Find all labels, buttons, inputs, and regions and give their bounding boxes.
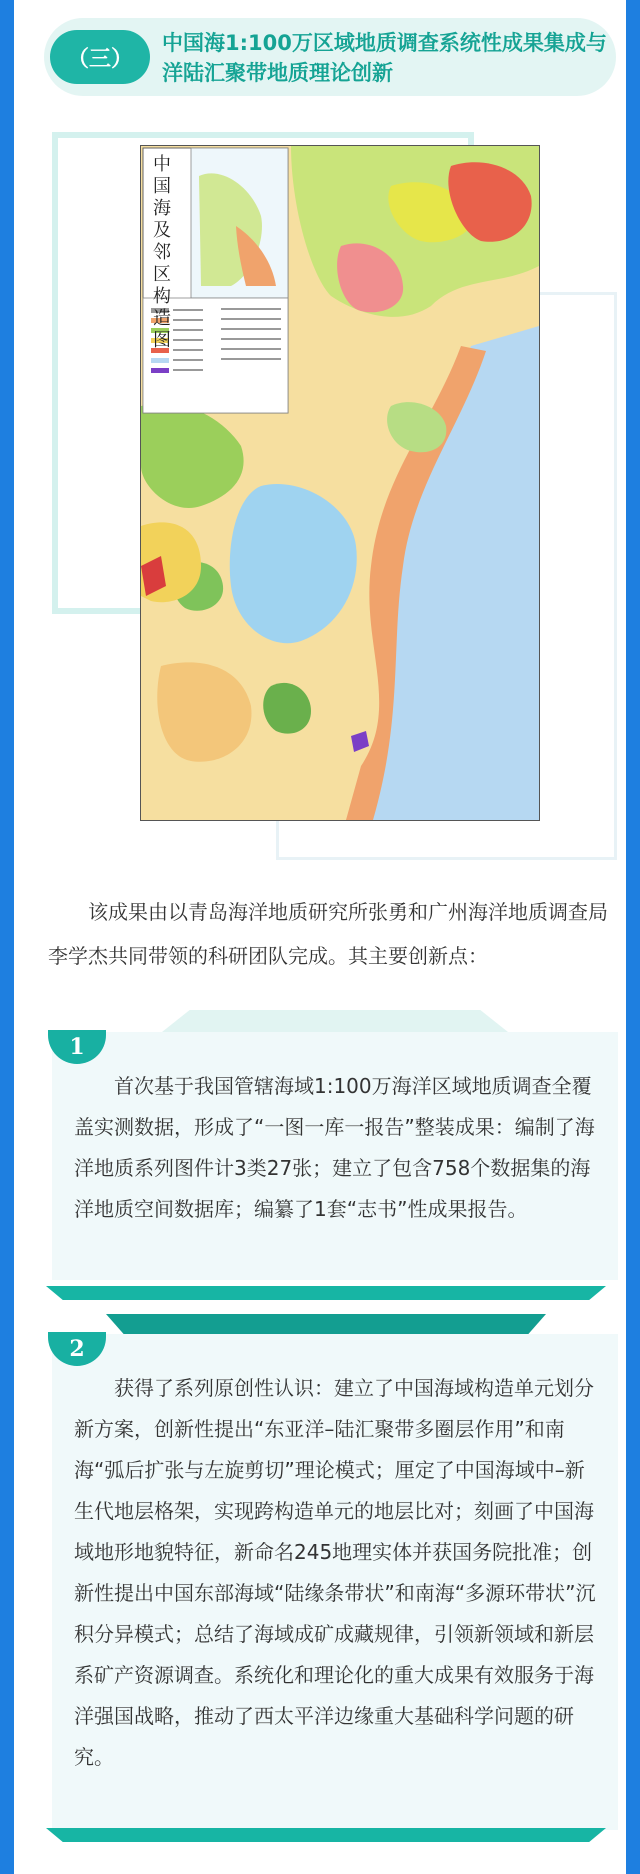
card-number-badge: 1 (48, 1030, 106, 1064)
card-text: 获得了系列原创性认识：建立了中国海域构造单元划分新方案，创新性提出“东亚洋–陆汇聚带多圈层作用”和南海“弧后扩张与左旋剪切”理论模式；厘定了中国海域中–新生代地层格架，实现跨构造单元的地层比对；刻画了中国海域地形地貌特征，新命名245地理实体并获国务院批准；创新性提出中国东部海域“陆缘条带状”和南海“多源环带状”沉积分异模式；总结了海域成矿成藏规律，引领新领域和新层系矿产资源调查。系统化和理论化的重大成果有效服务于海洋强国战略，推动了西太平洋边缘重大基础科学问题的研究。 (74, 1376, 596, 1769)
geologic-map-image (140, 145, 540, 821)
section-number-badge: （三） (50, 30, 150, 84)
section-header (44, 18, 616, 96)
card-divider-band (106, 1314, 546, 1334)
card-divider-band (46, 1828, 606, 1842)
innovation-card-1 (52, 1032, 618, 1280)
card-divider-band (46, 1286, 606, 1300)
section-title: 中国海1:100万区域地质调查系统性成果集成与洋陆汇聚带地质理论创新 (162, 31, 607, 85)
map-title: 中国海及邻区构造图 (153, 154, 171, 351)
card-text: 首次基于我国管辖海域1:100万海洋区域地质调查全覆盖实测数据，形成了“一图一库一报告”整装成果：编制了海洋地质系列图件计3类27张；建立了包含758个数据集的海洋地质空间数据库；编纂了1套“志书”性成果报告。 (74, 1074, 595, 1221)
innovation-card-2 (52, 1334, 618, 1830)
intro-paragraph: 该成果由以青岛海洋地质研究所张勇和广州海洋地质调查局李学杰共同带领的科研团队完成。其主要创新点： (48, 900, 608, 968)
card-top-decoration (162, 1010, 508, 1032)
card-number-badge: 2 (48, 1332, 106, 1366)
article-page (14, 0, 626, 1874)
map-illustration (141, 146, 539, 820)
